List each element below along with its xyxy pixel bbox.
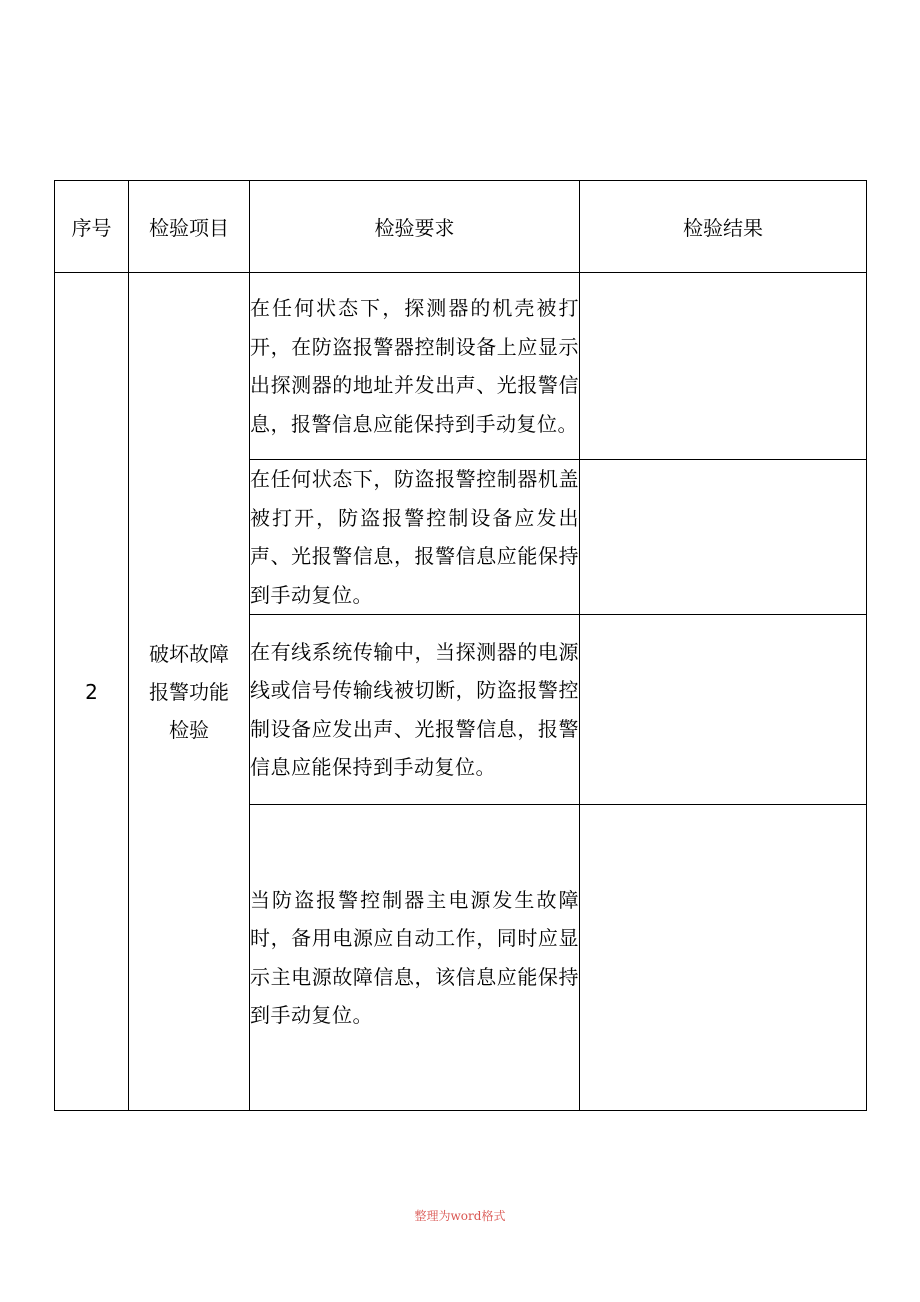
item-cell (129, 273, 250, 1111)
item-line: 检验 (169, 717, 209, 742)
result-cell[interactable] (580, 805, 867, 1111)
result-cell[interactable] (580, 273, 867, 460)
seq-cell: 2 (55, 273, 129, 1111)
table-row (55, 273, 867, 460)
header-seq: 序号 (55, 181, 129, 273)
requirement-cell: 在任何状态下，防盗报警控制器机盖被打开，防盗报警控制设备应发出声、光报警信息，报警信息应能保持到手动复位。 (250, 460, 580, 615)
requirement-cell: 在任何状态下，探测器的机壳被打开，在防盗报警器控制设备上应显示出探测器的地址并发出声、光报警信息，报警信息应能保持到手动复位。 (250, 273, 580, 460)
item-line: 报警功能 (149, 679, 229, 704)
header-item: 检验项目 (129, 181, 250, 273)
header-requirement: 检验要求 (250, 181, 580, 273)
footer-note: 整理为word格式 (414, 1209, 506, 1223)
header-result: 检验结果 (580, 181, 867, 273)
requirement-cell: 当防盗报警控制器主电源发生故障时，备用电源应自动工作，同时应显示主电源故障信息，该信息应能保持到手动复位。 (250, 805, 580, 1111)
result-cell[interactable] (580, 615, 867, 805)
table-header-row (55, 181, 867, 273)
item-line: 破坏故障 (149, 641, 229, 666)
requirement-cell: 在有线系统传输中，当探测器的电源线或信号传输线被切断，防盗报警控制设备应发出声、光报警信息，报警信息应能保持到手动复位。 (250, 615, 580, 805)
inspection-table (54, 180, 867, 1111)
result-cell[interactable] (580, 460, 867, 615)
